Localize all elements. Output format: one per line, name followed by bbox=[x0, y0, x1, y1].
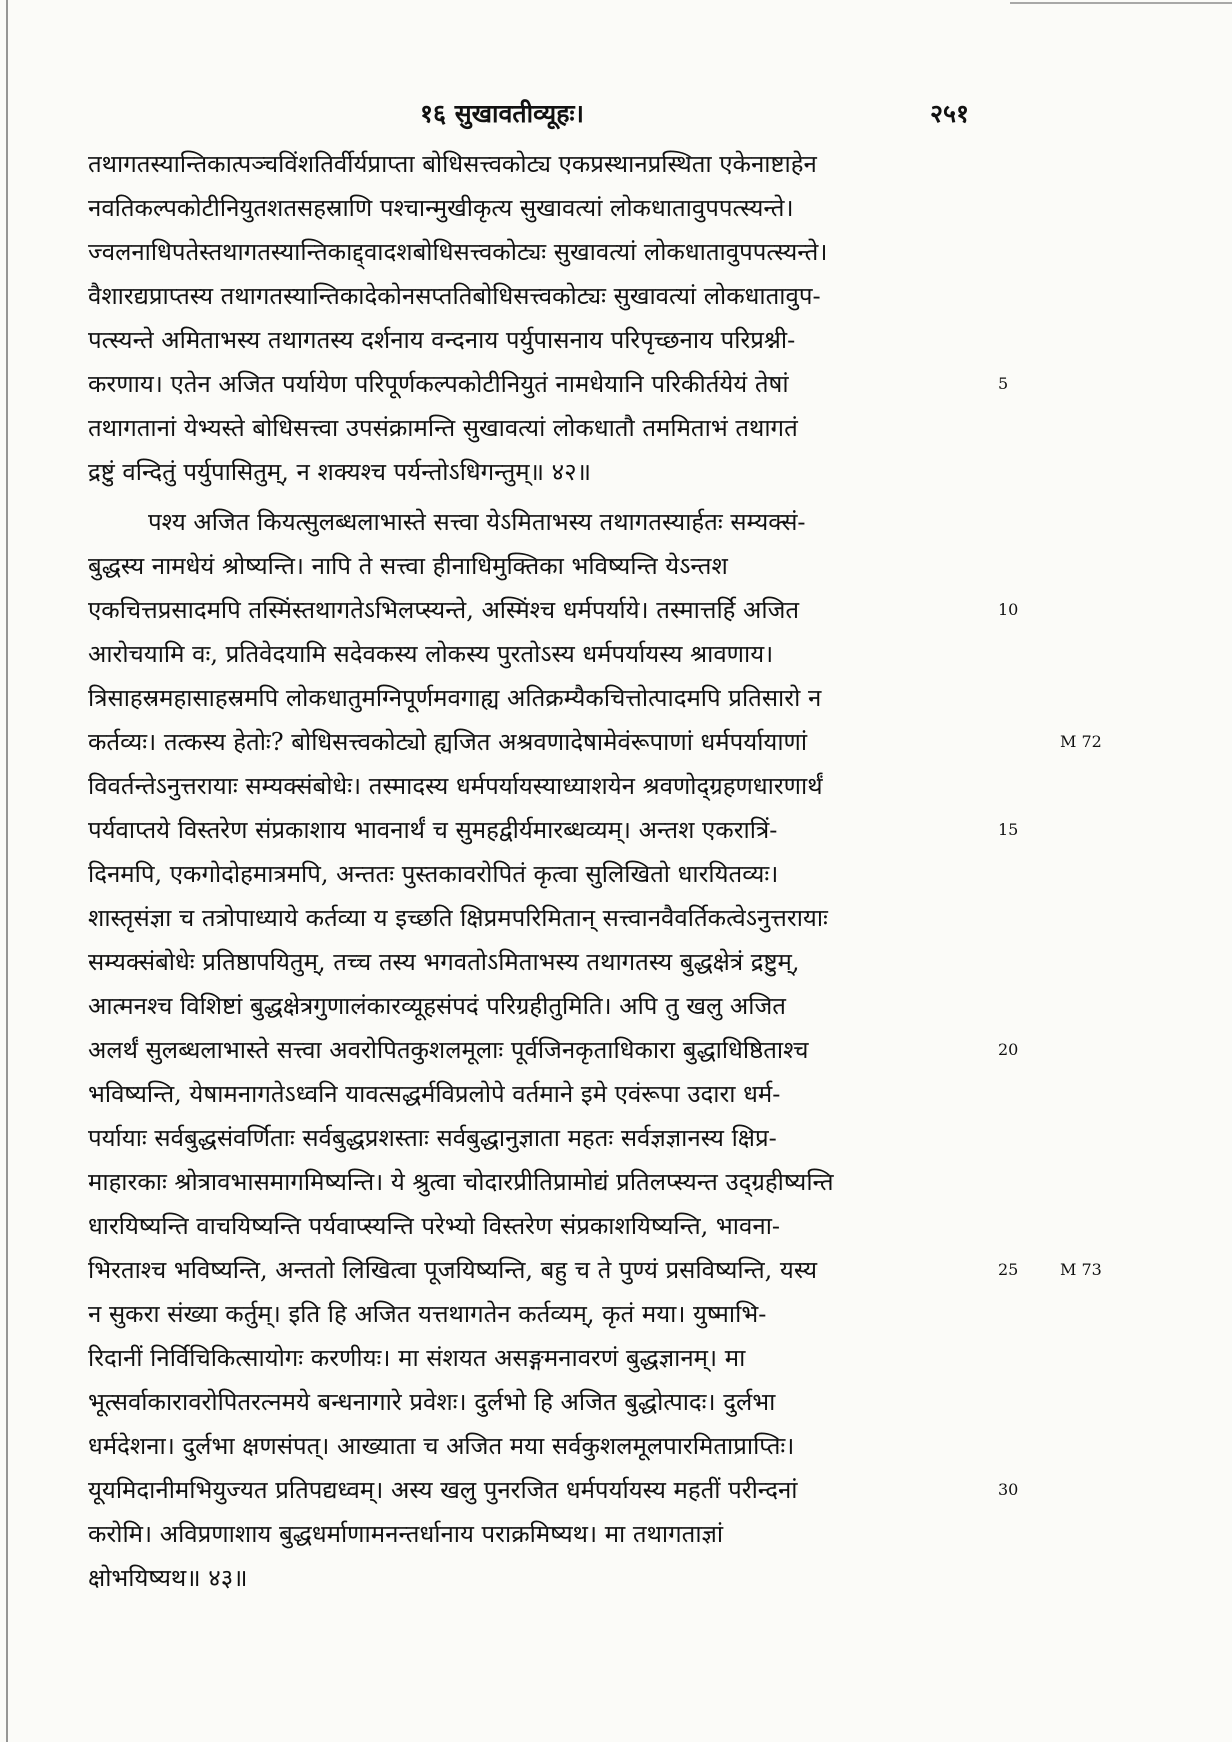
page-edge-left bbox=[6, 0, 8, 1742]
running-header bbox=[0, 96, 1232, 136]
margin-reference: M 73 bbox=[1060, 1260, 1102, 1279]
text-line: बुद्धस्य नामधेयं श्रोष्यन्ति। नापि ते सत्त्वा हीनाधिमुक्तिका भविष्यन्ति येऽन्तश bbox=[88, 552, 728, 580]
text-line: त्रिसाहस्रमहासाहस्रमपि लोकधातुमग्निपूर्णमवगाह्य अतिक्रम्यैकचित्तोत्पादमपि प्रतिसारो न bbox=[88, 684, 822, 712]
text-line: भूत्सर्वाकारावरोपितरत्नमये बन्धनागारे प्रवेशः। दुर्लभो हि अजित बुद्धोत्पादः। दुर्लभा bbox=[88, 1388, 776, 1416]
text-line: यूयमिदानीमभियुज्यत प्रतिपद्यध्वम्। अस्य खलु पुनरजित धर्मपर्यायस्य महतीं परीन्दनां bbox=[88, 1476, 798, 1504]
text-line: आरोचयामि वः, प्रतिवेदयामि सदेवकस्य लोकस्य पुरतोऽस्य धर्मपर्यायस्य श्रावणाय। bbox=[88, 640, 774, 668]
text-line: भिरताश्च भविष्यन्ति, अन्ततो लिखित्वा पूजयिष्यन्ति, बहु च ते पुण्यं प्रसविष्यन्ति, यस्य bbox=[88, 1256, 818, 1284]
text-line: कर्तव्यः। तत्कस्य हेतोः? बोधिसत्त्वकोट्यो ह्यजित अश्रवणादेषामेवंरूपाणां धर्मपर्यायाणां bbox=[88, 728, 808, 756]
text-line: तथागतस्यान्तिकात्पञ्चविंशतिर्वीर्यप्राप्ता बोधिसत्त्वकोट्य एकप्रस्थानप्रस्थिता एकेनाष्टाहेन bbox=[88, 150, 817, 178]
text-line: शास्तृसंज्ञा च तत्रोपाध्याये कर्तव्या य इच्छति क्षिप्रमपरिमितान् सत्त्वानवैवर्तिकत्वेऽनुत्तरायाः bbox=[88, 904, 828, 932]
text-line: नवतिकल्पकोटीनियुतशतसहस्राणि पश्चान्मुखीकृत्य सुखावत्यां लोकधातावुपपत्स्यन्ते। bbox=[88, 194, 794, 222]
text-line: माहारकाः श्रोत्रावभासमागमिष्यन्ति। ये श्रुत्वा चोदारप्रीतिप्रामोद्यं प्रतिलप्स्यन्त उद्ग्रहीष्यन्ति bbox=[88, 1168, 834, 1196]
page-number: २५१ bbox=[930, 99, 970, 128]
text-line: करोमि। अविप्रणाशाय बुद्धधर्माणामनन्तर्धानाय पराक्रमिष्यथ। मा तथागताज्ञां bbox=[88, 1520, 724, 1548]
line-number: 15 bbox=[998, 820, 1019, 839]
text-line: सम्यक्संबोधेः प्रतिष्ठापयितुम्, तच्च तस्य भगवतोऽमिताभस्य तथागतस्य बुद्धक्षेत्रं द्रष्टुम्, bbox=[88, 948, 800, 976]
text-line: विवर्तन्तेऽनुत्तरायाः सम्यक्संबोधेः। तस्मादस्य धर्मपर्यायस्याध्याशयेन श्रवणोद्ग्रहणधारणार्थं bbox=[88, 772, 823, 800]
text-line: एकचित्तप्रसादमपि तस्मिंस्तथागतेऽभिलप्स्यन्ते, अस्मिंश्च धर्मपर्याये। तस्मात्तर्हि अजित bbox=[88, 596, 800, 624]
text-line: क्षोभयिष्यथ॥ ४३॥ bbox=[88, 1564, 248, 1592]
text-line: द्रष्टुं वन्दितुं पर्युपासितुम्, न शक्यश्च पर्यन्तोऽधिगन्तुम्॥ ४२॥ bbox=[88, 458, 591, 486]
header-title: १६ सुखावतीव्यूहः। bbox=[420, 99, 585, 128]
text-line: धारयिष्यन्ति वाचयिष्यन्ति पर्यवाप्स्यन्ति परेभ्यो विस्तरेण संप्रकाशयिष्यन्ति, भावना- bbox=[88, 1212, 781, 1240]
text-line: आत्मनश्च विशिष्टां बुद्धक्षेत्रगुणालंकारव्यूहसंपदं परिग्रहीतुमिति। अपि तु खलु अजित bbox=[88, 992, 786, 1020]
text-line: पर्यायाः सर्वबुद्धसंवर्णिताः सर्वबुद्धप्रशस्ताः सर्वबुद्धानुज्ञाता महतः सर्वज्ञज्ञानस्य क्षिप्र- bbox=[88, 1124, 777, 1152]
line-number: 5 bbox=[998, 374, 1009, 393]
text-line: तथागतानां येभ्यस्ते बोधिसत्त्वा उपसंक्रामन्ति सुखावत्यां लोकधातौ तममिताभं तथागतं bbox=[88, 414, 798, 442]
line-number: 10 bbox=[998, 600, 1019, 619]
line-number: 25 bbox=[998, 1260, 1019, 1279]
text-line: धर्मदेशना। दुर्लभा क्षणसंपत्। आख्याता च अजित मया सर्वकुशलमूलपारमिताप्राप्तिः। bbox=[88, 1432, 795, 1460]
page-edge-top bbox=[1010, 2, 1232, 4]
text-line: पत्स्यन्ते अमिताभस्य तथागतस्य दर्शनाय वन्दनाय पर्युपासनाय परिपृच्छनाय परिप्रश्नी- bbox=[88, 326, 796, 354]
text-line: वैशारद्यप्राप्तस्य तथागतस्यान्तिकादेकोनसप्ततिबोधिसत्त्वकोट्यः सुखावत्यां लोकधातावुप- bbox=[88, 282, 821, 310]
text-line: दिनमपि, एकगोदोहमात्रमपि, अन्ततः पुस्तकावरोपितं कृत्वा सुलिखितो धारयितव्यः। bbox=[88, 860, 779, 888]
text-line: करणाय। एतेन अजित पर्यायेण परिपूर्णकल्पकोटीनियुतं नामधेयानि परिकीर्तयेयं तेषां bbox=[88, 370, 789, 398]
text-line: रिदानीं निर्विचिकित्सायोगः करणीयः। मा संशयत असङ्गमनावरणं बुद्धज्ञानम्। मा bbox=[88, 1344, 746, 1372]
line-number: 20 bbox=[998, 1040, 1019, 1059]
margin-reference: M 72 bbox=[1060, 732, 1102, 751]
text-line: न सुकरा संख्या कर्तुम्। इति हि अजित यत्तथागतेन कर्तव्यम्, कृतं मया। युष्माभि- bbox=[88, 1300, 767, 1328]
line-number: 30 bbox=[998, 1480, 1019, 1499]
text-line: अलर्थं सुलब्धलाभास्ते सत्त्वा अवरोपितकुशलमूलाः पूर्वजिनकृताधिकारा बुद्धाधिष्ठिताश्च bbox=[88, 1036, 809, 1064]
text-line: पश्य अजित कियत्सुलब्धलाभास्ते सत्त्वा येऽमिताभस्य तथागतस्यार्हतः सम्यक्सं- bbox=[148, 508, 806, 536]
text-line: पर्यवाप्तये विस्तरेण संप्रकाशाय भावनार्थं च सुमहद्वीर्यमारब्धव्यम्। अन्तश एकरात्रिं- bbox=[88, 816, 778, 844]
text-line: भविष्यन्ति, येषामनागतेऽध्वनि यावत्सद्धर्मविप्रलोपे वर्तमाने इमे एवंरूपा उदारा धर्म- bbox=[88, 1080, 781, 1108]
text-line: ज्वलनाधिपतेस्तथागतस्यान्तिकाद्द्वादशबोधिसत्त्वकोट्यः सुखावत्यां लोकधातावुपपत्स्यन्ते। bbox=[88, 238, 828, 266]
